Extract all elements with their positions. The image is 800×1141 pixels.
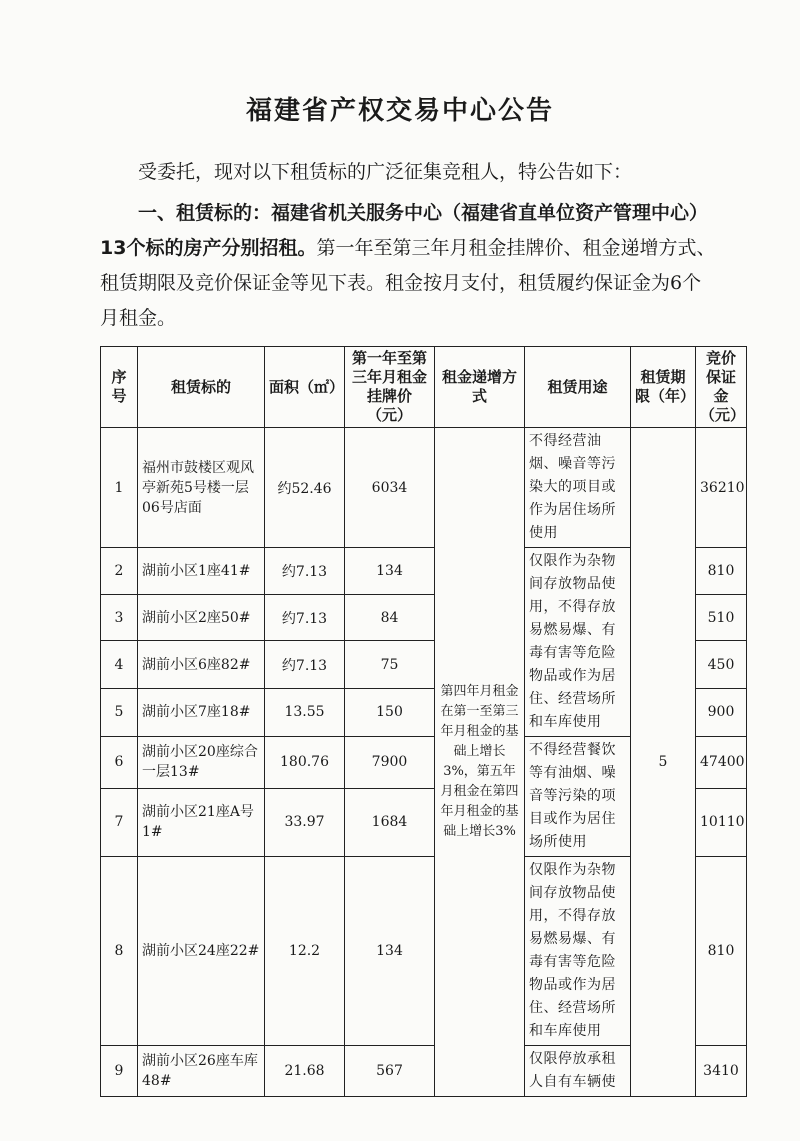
table-header-row [101,347,747,428]
row-target: 湖前小区21座A号1# [138,788,265,856]
use-group-3: 不得经营餐饮等有油烟、噪音等污染的项目或作为居住场所使用 [525,737,631,857]
row-no: 8 [101,857,138,1046]
use-group-5: 仅限停放承租人自有车辆使 [525,1046,631,1097]
row-area: 33.97 [265,788,345,856]
header-deposit: 竞价保证金（元） [696,347,747,428]
row-no: 3 [101,595,138,641]
table-row [101,428,747,548]
row-target: 福州市鼓楼区观风亭新苑5号楼一层06号店面 [138,428,265,548]
use-group-4: 仅限作为杂物间存放物品使用，不得存放易燃易爆、有毒有害等危险物品或作为居住、经营场所和车库使用 [525,857,631,1046]
row-price: 134 [345,548,435,595]
row-deposit: 3410 [696,1046,747,1097]
row-deposit: 10110 [696,788,747,856]
row-no: 2 [101,548,138,595]
section-1-paragraph [100,196,720,336]
row-area: 约7.13 [265,548,345,595]
header-price: 第一年至第三年月租金挂牌价（元） [345,347,435,428]
row-price: 567 [345,1046,435,1097]
row-price: 1684 [345,788,435,856]
header-term: 租赁期限（年） [631,347,696,428]
row-deposit: 510 [696,595,747,641]
header-area: 面积（㎡） [265,347,345,428]
header-target: 租赁标的 [138,347,265,428]
section-1-body: 第一年至第三年月租金挂牌价、租金递增方式、租赁期限及竞价保证金等见下表。租金按月支付，租赁履约保证金为6个月租金。 [100,237,716,329]
row-deposit: 810 [696,857,747,1046]
increase-method: 第四年月租金在第一至第三年月租金的基础上增长3%，第五年月租金在第四年月租金的基础上增长3% [435,428,525,1097]
row-price: 75 [345,641,435,688]
use-group-1: 不得经营油烟、噪音等污染大的项目或作为居住场所使用 [525,428,631,548]
row-area: 180.76 [265,737,345,789]
row-price: 6034 [345,428,435,548]
row-deposit: 450 [696,641,747,688]
row-target: 湖前小区6座82# [138,641,265,688]
row-no: 5 [101,688,138,736]
row-area: 约52.46 [265,428,345,548]
row-target: 湖前小区1座41# [138,548,265,595]
use-group-2: 仅限作为杂物间存放物品使用，不得存放易燃易爆、有毒有害等危险物品或作为居住、经营场所和车库使用 [525,548,631,737]
row-target: 湖前小区2座50# [138,595,265,641]
row-area: 12.2 [265,857,345,1046]
row-no: 7 [101,788,138,856]
row-area: 约7.13 [265,641,345,688]
row-target: 湖前小区20座综合一层13# [138,737,265,789]
row-target: 湖前小区24座22# [138,857,265,1046]
row-no: 6 [101,737,138,789]
row-area: 21.68 [265,1046,345,1097]
row-deposit: 47400 [696,737,747,789]
lease-term: 5 [631,428,696,1097]
lease-table [100,346,747,1097]
row-deposit: 900 [696,688,747,736]
section-1-heading: 一、租赁标的：福建省机关服务中心（福建省直单位资产管理中心）13个标的房产分别招租。 [100,202,709,259]
row-area: 约7.13 [265,595,345,641]
row-area: 13.55 [265,688,345,736]
row-price: 134 [345,857,435,1046]
page-title: 福建省产权交易中心公告 [245,96,554,126]
row-deposit: 810 [696,548,747,595]
row-no: 1 [101,428,138,548]
header-use: 租赁用途 [525,347,631,428]
row-deposit: 36210 [696,428,747,548]
intro-paragraph: 受委托，现对以下租赁标的广泛征集竞租人，特公告如下： [138,161,633,183]
row-no: 4 [101,641,138,688]
row-price: 84 [345,595,435,641]
header-no: 序号 [101,347,138,428]
row-price: 150 [345,688,435,736]
row-price: 7900 [345,737,435,789]
header-increase: 租金递增方式 [435,347,525,428]
row-target: 湖前小区7座18# [138,688,265,736]
row-no: 9 [101,1046,138,1097]
row-target: 湖前小区26座车库48# [138,1046,265,1097]
